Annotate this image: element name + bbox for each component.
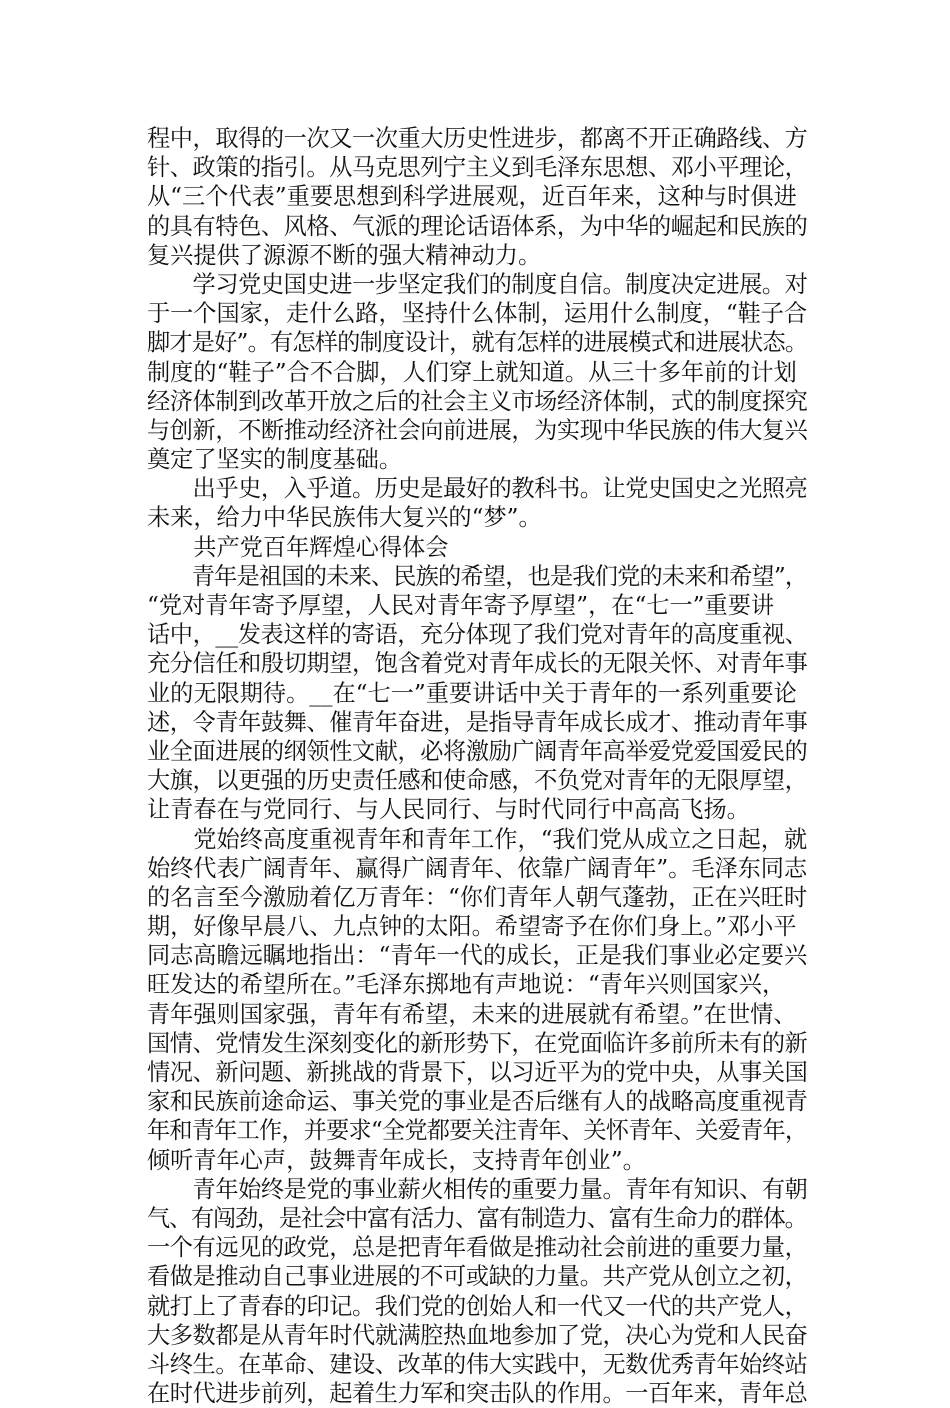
text-line: 年和青年工作，并要求“全党都要关注青年、关怀青年、关爱青年， bbox=[147, 1117, 808, 1145]
text-line: 情况、新问题、新挑战的背景下，以习近平为的党中央，从事关国 bbox=[147, 1059, 808, 1086]
text-line: 从“三个代表”重要思想到科学进展观，近百年来，这种与时俱进 bbox=[147, 183, 797, 211]
text-line: 国情、党情发生深刻变化的新形势下，在党面临许多前所未有的新 bbox=[147, 1029, 808, 1057]
text-line: 复兴提供了源源不断的强大精神动力。 bbox=[147, 241, 542, 269]
text-line: 的具有特色、风格、气派的理论话语体系，为中华的崛起和民族的 bbox=[147, 212, 808, 240]
text-line: 共产党百年辉煌心得体会 bbox=[147, 533, 449, 561]
text-line: 充分信任和殷切期望，饱含着党对青年成长的无限关怀、对青年事 bbox=[147, 650, 808, 678]
text-line: 程中，取得的一次又一次重大历史性进步，都离不开正确路线、方 bbox=[147, 125, 808, 152]
text-line: 大多数都是从青年时代就满腔热血地参加了党，决心为党和人民奋 bbox=[147, 1321, 808, 1349]
text-line: 业的无限期待。__在“七一”重要讲话中关于青年的一系列重要论 bbox=[147, 679, 797, 707]
text-line: 始终代表广阔青年、赢得广阔青年、依靠广阔青年”。毛泽东同志 bbox=[147, 854, 808, 882]
text-line: 经济体制到改革开放之后的社会主义市场经济体制，式的制度探究 bbox=[147, 387, 808, 415]
text-line: 一个有远见的政党，总是把青年看做是推动社会前进的重要力量， bbox=[147, 1234, 808, 1262]
text-line: 期，好像早晨八、九点钟的太阳。希望寄予在你们身上。”邓小平 bbox=[147, 913, 797, 941]
text-line: 就打上了青春的印记。我们党的创始人和一代又一代的共产党人， bbox=[147, 1292, 808, 1320]
text-line: 脚才是好”。有怎样的制度设计，就有怎样的进展模式和进展状态。 bbox=[147, 329, 808, 357]
text-line: 述，令青年鼓舞、催青年奋进，是指导青年成长成才、推动青年事 bbox=[147, 708, 808, 736]
text-line: 奠定了坚实的制度基础。 bbox=[147, 446, 403, 474]
text-line: 斗终生。在革命、建设、改革的伟大实践中，无数优秀青年始终站 bbox=[147, 1350, 808, 1378]
text-line: 出乎史，入乎道。历史是最好的教科书。让党史国史之光照亮 bbox=[147, 475, 808, 503]
text-line: 学习党史国史进一步坚定我们的制度自信。制度决定进展。对 bbox=[147, 270, 808, 298]
text-line: 党始终高度重视青年和青年工作，“我们党从成立之日起，就 bbox=[147, 825, 808, 853]
text-line: 话中，__发表这样的寄语，充分体现了我们党对青年的高度重视、 bbox=[147, 621, 808, 649]
text-line: 业全面进展的纲领性文献，必将激励广阔青年高举爱党爱国爱民的 bbox=[147, 737, 808, 765]
document-body bbox=[147, 124, 807, 1408]
text-line: 与创新，不断推动经济社会向前进展，为实现中华民族的伟大复兴 bbox=[147, 416, 808, 444]
text-line: 针、政策的指引。从马克思列宁主义到毛泽东思想、邓小平理论， bbox=[147, 154, 808, 182]
text-line: “党对青年寄予厚望，人民对青年寄予厚望”，在“七一”重要讲 bbox=[147, 592, 775, 619]
text-line: 家和民族前途命运、事关党的事业是否后继有人的战略高度重视青 bbox=[147, 1088, 808, 1116]
text-line: 于一个国家，走什么路，坚持什么体制，运用什么制度，“鞋子合 bbox=[147, 300, 808, 328]
text-line: 在时代进步前列，起着生力军和突击队的作用。一百年来，青年总 bbox=[147, 1380, 808, 1408]
text-line: 旺发达的希望所在。”毛泽东掷地有声地说：“青年兴则国家兴， bbox=[147, 971, 786, 999]
text-line: 青年强则国家强，青年有希望，未来的进展就有希望。”在世情、 bbox=[147, 1000, 797, 1028]
text-line: 看做是推动自己事业进展的不可或缺的力量。共产党从创立之初， bbox=[147, 1263, 808, 1291]
text-line: 未来，给力中华民族伟大复兴的“梦”。 bbox=[147, 504, 542, 532]
text-line: 青年是祖国的未来、民族的希望，也是我们党的未来和希望”， bbox=[147, 562, 808, 590]
text-line: 的名言至今激励着亿万青年：“你们青年人朝气蓬勃，正在兴旺时 bbox=[147, 883, 808, 911]
text-line: 倾听青年心声，鼓舞青年成长，支持青年创业”。 bbox=[147, 1146, 646, 1174]
text-line: 气、有闯劲，是社会中富有活力、富有制造力、富有生命力的群体。 bbox=[147, 1204, 807, 1232]
text-line: 让青春在与党同行、与人民同行、与时代同行中高高飞扬。 bbox=[147, 796, 750, 824]
text-line: 青年始终是党的事业薪火相传的重要力量。青年有知识、有朝 bbox=[147, 1175, 808, 1203]
text-line: 大旗，以更强的历史责任感和使命感，不负党对青年的无限厚望， bbox=[147, 767, 808, 795]
text-line: 制度的“鞋子”合不合脚，人们穿上就知道。从三十多年前的计划 bbox=[147, 358, 797, 386]
text-line: 同志高瞻远瞩地指出：“青年一代的成长，正是我们事业必定要兴 bbox=[147, 942, 808, 970]
